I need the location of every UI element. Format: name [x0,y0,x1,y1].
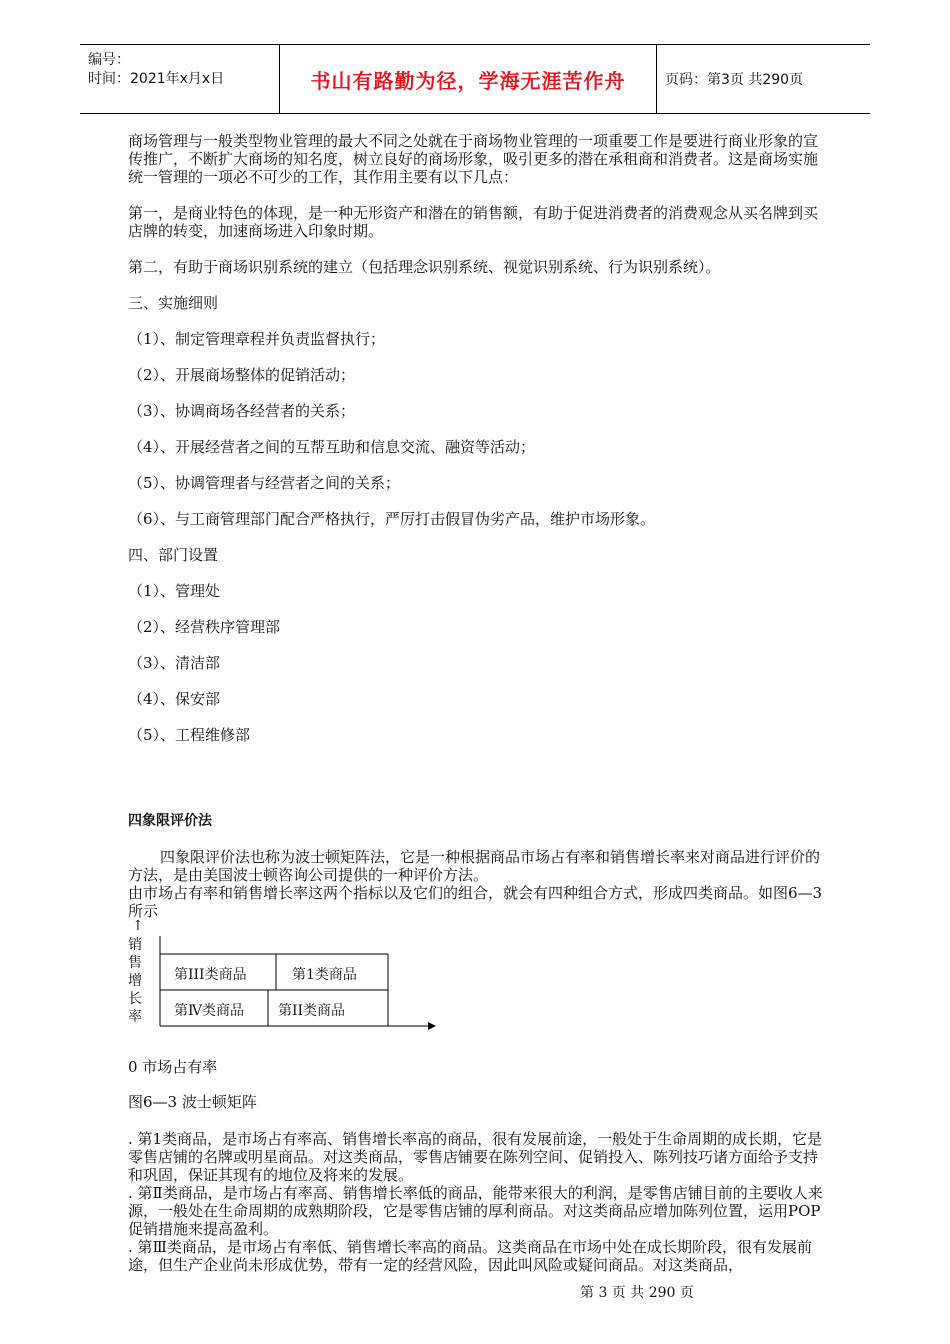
section-3-item: （6）、与工商管理部门配合严格执行，严厉打击假冒伪劣产品，维护市场形象。 [128,510,656,528]
header-page-label: 页码：第3页 共290页 [665,72,804,88]
class-description: . 第Ⅲ类商品，是市场占有率低、销售增长率高的商品。这类商品在市场中处在成长期阶段，很有发展前途，但生产企业尚未形成优势，带有一定的经营风险，因此叫风险或疑问商品。对这类商品， [128,1238,813,1274]
section-4-item: （4）、保安部 [128,690,221,708]
section-3-title: 三、实施细则 [128,294,219,312]
y-axis-char: 增 [128,973,142,989]
matrix-lines [148,926,468,1046]
header-motto: 书山有路勤为径，学海无涯苦作舟 [280,45,657,113]
y-axis-label [128,936,142,1026]
point-2-paragraph: 第二，有助于商场识别系统的建立（包括理念识别系统、视觉识别系统、行为识别系统）。 [128,258,721,276]
method-paragraph-2: 由市场占有率和销售增长率这两个指标以及它们的组合，就会有四种组合方式，形成四类商品。如图6—3所示 [128,884,823,920]
section-4-item: （1）、管理处 [128,582,221,600]
cell-class-3: 第III类商品 [174,967,247,983]
intro-paragraph: 商场管理与一般类型物业管理的最大不同之处就在于商场物业管理的一项重要工作是要进行商业形象的宣传推广，不断扩大商场的知名度，树立良好的商场形象，吸引更多的潜在承租商和消费者。这是商场实施统一管理的一项必不可少的工作，其作用主要有以下几点： [128,132,819,186]
up-arrow-icon: ↑ [132,918,144,934]
section-3-item: （5）、协调管理者与经营者之间的关系； [128,474,401,492]
section-4-item: （2）、经营秩序管理部 [128,618,281,636]
section-4-item: （3）、清洁部 [128,654,221,672]
cell-class-4: 第Ⅳ类商品 [174,1003,244,1019]
cell-class-1: 第1类商品 [292,967,357,983]
time-label: 时间：2021年x月x日 [88,71,225,87]
y-axis-char: 售 [128,955,142,971]
section-3-item: （3）、协调商场各经营者的关系； [128,402,356,420]
page-footer: 第 3 页 共 290 页 [580,1285,694,1301]
section-3-item: （1）、制定管理章程并负责监督执行； [128,330,386,348]
page-header [80,44,870,114]
code-label: 编号： [88,52,130,68]
section-4-item: （5）、工程维修部 [128,726,251,744]
method-title: 四象限评价法 [128,813,212,829]
class-description: . 第Ⅱ类商品，是市场占有率高、销售增长率低的商品，能带来很大的利润，是零售店铺目前的主要收人来源，一般处在生命周期的成熟期阶段，它是零售店铺的厚利商品。对这类商品应增加陈列位置，运用POP促销措施来提高盈利。 [128,1184,823,1238]
point-1-paragraph: 第一，是商业特色的体现，是一种无形资产和潜在的销售额，有助于促进消费者的消费观念从买名牌到买店牌的转变，加速商场进入印象时期。 [128,204,819,240]
document-body [128,132,828,1274]
cell-class-2: 第II类商品 [278,1003,346,1019]
y-axis-char: 销 [128,937,142,953]
header-meta [80,45,280,113]
boston-matrix-diagram [128,918,828,1050]
x-axis-origin-label: 0 市场占有率 [128,1058,218,1076]
section-4-title: 四、部门设置 [128,546,219,564]
y-axis-char: 长 [128,991,142,1007]
y-axis-char: 率 [128,1009,142,1025]
figure-caption: 图6—3 波士顿矩阵 [128,1093,257,1111]
method-paragraph-1: 四象限评价法也称为波士顿矩阵法，它是一种根据商品市场占有率和销售增长率来对商品进行评价的方法，是由美国波士顿咨询公司提供的一种评价方法。 [128,848,821,884]
section-3-item: （4）、开展经营者之间的互帮互助和信息交流、融资等活动； [128,438,536,456]
section-3-item: （2）、开展商场整体的促销活动； [128,366,356,384]
class-description: . 第1类商品，是市场占有率高、销售增长率高的商品，很有发展前途，一般处于生命周期的成长期，它是零售店铺的名牌或明星商品。对这类商品，零售店铺要在陈列空间、促销投入、陈列技巧诸方面给予支持和巩固，保证其现有的地位及将来的发展。 [128,1130,823,1184]
